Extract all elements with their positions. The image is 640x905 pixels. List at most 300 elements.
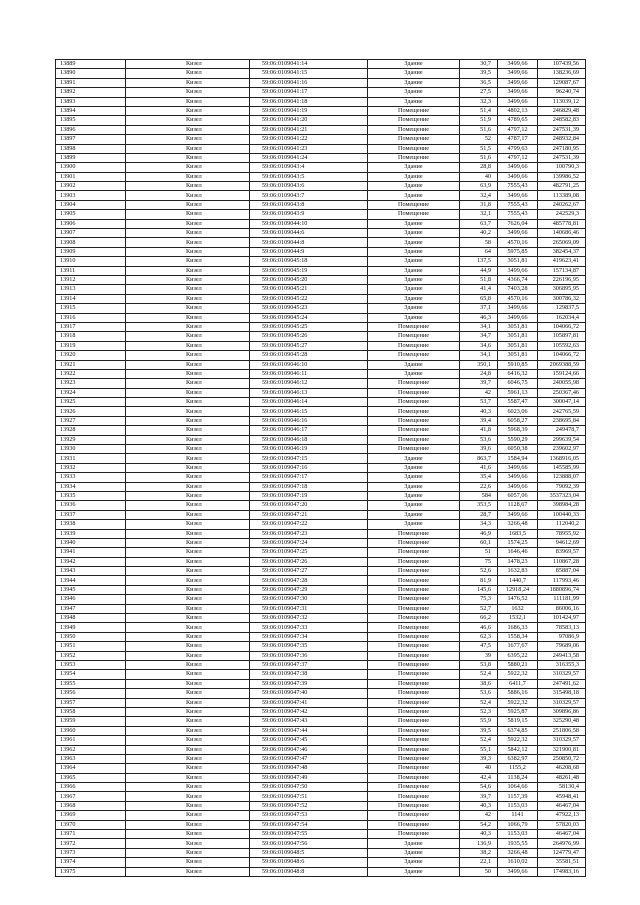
city-cell: Кизел — [126, 698, 250, 707]
city-cell: Кизел — [126, 219, 250, 228]
object-type-cell: Помещение — [368, 614, 460, 623]
rate-cell: 1157,39 — [498, 792, 538, 801]
object-type-cell: Здание — [368, 60, 460, 69]
rate-cell: 1935,55 — [498, 839, 538, 848]
cadastral-number-cell: 59:06:0109044:6 — [250, 229, 368, 238]
city-cell: Кизел — [126, 322, 250, 331]
object-type-cell: Здание — [368, 191, 460, 200]
object-type-cell: Здание — [368, 182, 460, 191]
row-number: 13944 — [56, 576, 126, 585]
table-row — [56, 567, 586, 576]
row-number: 13890 — [56, 69, 126, 78]
area-cell: 40 — [460, 764, 498, 773]
object-type-cell: Помещение — [368, 416, 460, 425]
city-cell: Кизел — [126, 567, 250, 576]
area-cell: 38,6 — [460, 679, 498, 688]
table-row — [56, 463, 586, 472]
row-number: 13950 — [56, 632, 126, 641]
table-row — [56, 106, 586, 115]
value-cell: 139986,52 — [538, 172, 586, 181]
cadastral-number-cell: 59:06:0109046:19 — [250, 445, 368, 454]
cadastral-number-cell: 59:06:0109041:22 — [250, 135, 368, 144]
cadastral-number-cell: 59:06:0109046:13 — [250, 388, 368, 397]
object-type-cell: Помещение — [368, 830, 460, 839]
city-cell: Кизел — [126, 548, 250, 557]
row-number: 13918 — [56, 332, 126, 341]
cadastral-number-cell: 59:06:0109047:33 — [250, 623, 368, 632]
object-type-cell: Помещение — [368, 557, 460, 566]
value-cell: 101424,97 — [538, 614, 586, 623]
value-cell: 3537323,04 — [538, 491, 586, 500]
area-cell: 32,4 — [460, 191, 498, 200]
rate-cell: 1476,52 — [498, 595, 538, 604]
area-cell: 39,7 — [460, 379, 498, 388]
area-cell: 62,3 — [460, 632, 498, 641]
area-cell: 46,6 — [460, 623, 498, 632]
value-cell: 174983,16 — [538, 867, 586, 876]
cadastral-number-cell: 59:06:0109041:16 — [250, 78, 368, 87]
table-row — [56, 764, 586, 773]
row-number: 13927 — [56, 416, 126, 425]
value-cell: 419623,41 — [538, 257, 586, 266]
table-row — [56, 632, 586, 641]
cadastral-number-cell: 59:06:0109047:27 — [250, 567, 368, 576]
value-cell: 124779,47 — [538, 848, 586, 857]
table-row — [56, 736, 586, 745]
value-cell: 242529,3 — [538, 210, 586, 219]
city-cell: Кизел — [126, 830, 250, 839]
cadastral-number-cell: 59:06:0109043:8 — [250, 200, 368, 209]
value-cell: 299639,54 — [538, 435, 586, 444]
object-type-cell: Помещение — [368, 604, 460, 613]
area-cell: 53,6 — [460, 435, 498, 444]
value-cell: 105897,81 — [538, 332, 586, 341]
cadastral-number-cell: 59:06:0109047:22 — [250, 520, 368, 529]
city-cell: Кизел — [126, 313, 250, 322]
cadastral-number-cell: 59:06:0109043:6 — [250, 182, 368, 191]
value-cell: 78583,13 — [538, 623, 586, 632]
value-cell: 46467,04 — [538, 801, 586, 810]
table-row — [56, 294, 586, 303]
city-cell: Кизел — [126, 792, 250, 801]
object-type-cell: Помещение — [368, 745, 460, 754]
cadastral-number-cell: 59:06:0109046:10 — [250, 360, 368, 369]
city-cell: Кизел — [126, 78, 250, 87]
row-number: 13908 — [56, 238, 126, 247]
value-cell: 45948,41 — [538, 792, 586, 801]
rate-cell: 6050,38 — [498, 445, 538, 454]
rate-cell: 5590,29 — [498, 435, 538, 444]
table-row — [56, 266, 586, 275]
object-type-cell: Помещение — [368, 388, 460, 397]
table-row — [56, 125, 586, 134]
city-cell: Кизел — [126, 801, 250, 810]
row-number: 13942 — [56, 557, 126, 566]
rate-cell: 6058,27 — [498, 416, 538, 425]
value-cell: 310329,57 — [538, 698, 586, 707]
rate-cell: 1558,34 — [498, 632, 538, 641]
value-cell: 310329,57 — [538, 736, 586, 745]
area-cell: 28,7 — [460, 510, 498, 519]
table-row — [56, 182, 586, 191]
area-cell: 52 — [460, 135, 498, 144]
row-number: 13931 — [56, 454, 126, 463]
table-body — [56, 60, 586, 877]
area-cell: 52,4 — [460, 670, 498, 679]
object-type-cell: Здание — [368, 229, 460, 238]
city-cell: Кизел — [126, 604, 250, 613]
cadastral-number-cell: 59:06:0109046:16 — [250, 416, 368, 425]
rate-cell: 5587,47 — [498, 398, 538, 407]
cadastral-number-cell: 59:06:0109041:20 — [250, 116, 368, 125]
area-cell: 53,7 — [460, 398, 498, 407]
object-type-cell: Здание — [368, 454, 460, 463]
table-row — [56, 285, 586, 294]
object-type-cell: Здание — [368, 266, 460, 275]
city-cell: Кизел — [126, 670, 250, 679]
area-cell: 52,4 — [460, 698, 498, 707]
table-row — [56, 520, 586, 529]
cadastral-number-cell: 59:06:0109045:28 — [250, 351, 368, 360]
row-number: 13922 — [56, 369, 126, 378]
row-number: 13968 — [56, 801, 126, 810]
row-number: 13941 — [56, 548, 126, 557]
rate-cell: 6411,7 — [498, 679, 538, 688]
cadastral-number-cell: 59:06:0109047:47 — [250, 754, 368, 763]
row-number: 13896 — [56, 125, 126, 134]
cadastral-number-cell: 59:06:0109041:23 — [250, 144, 368, 153]
city-cell: Кизел — [126, 191, 250, 200]
area-cell: 58 — [460, 238, 498, 247]
city-cell: Кизел — [126, 182, 250, 191]
area-cell: 81,9 — [460, 576, 498, 585]
cadastral-number-cell: 59:06:0109045:24 — [250, 313, 368, 322]
value-cell: 310329,57 — [538, 670, 586, 679]
row-number: 13966 — [56, 783, 126, 792]
row-number: 13935 — [56, 491, 126, 500]
cadastral-number-cell: 59:06:0109047:31 — [250, 604, 368, 613]
value-cell: 129837,5 — [538, 304, 586, 313]
city-cell: Кизел — [126, 858, 250, 867]
row-number: 13959 — [56, 717, 126, 726]
area-cell: 39,7 — [460, 792, 498, 801]
object-type-cell: Помещение — [368, 351, 460, 360]
area-cell: 30,7 — [460, 60, 498, 69]
row-number: 13911 — [56, 266, 126, 275]
area-cell: 51,8 — [460, 275, 498, 284]
city-cell: Кизел — [126, 125, 250, 134]
rate-cell: 3499,66 — [498, 482, 538, 491]
table-row — [56, 726, 586, 735]
rate-cell: 3499,66 — [498, 313, 538, 322]
city-cell: Кизел — [126, 642, 250, 651]
area-cell: 51,5 — [460, 144, 498, 153]
object-type-cell: Помещение — [368, 576, 460, 585]
area-cell: 36,5 — [460, 78, 498, 87]
table-row — [56, 773, 586, 782]
table-row — [56, 116, 586, 125]
object-type-cell: Помещение — [368, 801, 460, 810]
rate-cell: 6057,06 — [498, 491, 538, 500]
object-type-cell: Здание — [368, 97, 460, 106]
rate-cell: 3499,66 — [498, 867, 538, 876]
area-cell: 39 — [460, 651, 498, 660]
table-row — [56, 642, 586, 651]
city-cell: Кизел — [126, 595, 250, 604]
area-cell: 52,4 — [460, 736, 498, 745]
cadastral-number-cell: 59:06:0109047:23 — [250, 529, 368, 538]
city-cell: Кизел — [126, 473, 250, 482]
value-cell: 300786,32 — [538, 294, 586, 303]
area-cell: 54,6 — [460, 783, 498, 792]
cadastral-number-cell: 59:06:0109045:18 — [250, 257, 368, 266]
table-row — [56, 529, 586, 538]
table-row — [56, 858, 586, 867]
table-row — [56, 379, 586, 388]
area-cell: 46,3 — [460, 313, 498, 322]
city-cell: Кизел — [126, 135, 250, 144]
area-cell: 28,8 — [460, 163, 498, 172]
cadastral-number-cell: 59:06:0109048:5 — [250, 848, 368, 857]
area-cell: 51,9 — [460, 116, 498, 125]
object-type-cell: Помещение — [368, 529, 460, 538]
cadastral-number-cell: 59:06:0109041:17 — [250, 88, 368, 97]
object-type-cell: Здание — [368, 163, 460, 172]
area-cell: 42 — [460, 811, 498, 820]
cadastral-number-cell: 59:06:0109045:25 — [250, 322, 368, 331]
value-cell: 316355,3 — [538, 661, 586, 670]
table-row — [56, 585, 586, 594]
object-type-cell: Помещение — [368, 661, 460, 670]
row-number: 13913 — [56, 285, 126, 294]
area-cell: 51 — [460, 548, 498, 557]
city-cell: Кизел — [126, 294, 250, 303]
cadastral-number-cell: 59:06:0109041:21 — [250, 125, 368, 134]
value-cell: 482791,25 — [538, 182, 586, 191]
table-row — [56, 172, 586, 181]
value-cell: 107439,56 — [538, 60, 586, 69]
cadastral-number-cell: 59:06:0109047:39 — [250, 679, 368, 688]
value-cell: 264976,99 — [538, 839, 586, 848]
city-cell: Кизел — [126, 172, 250, 181]
table-row — [56, 679, 586, 688]
value-cell: 48261,48 — [538, 773, 586, 782]
table-row — [56, 304, 586, 313]
area-cell: 41,8 — [460, 426, 498, 435]
cadastral-number-cell: 59:06:0109047:25 — [250, 548, 368, 557]
table-row — [56, 830, 586, 839]
table-row — [56, 867, 586, 876]
value-cell: 247180,95 — [538, 144, 586, 153]
city-cell: Кизел — [126, 717, 250, 726]
value-cell: 247531,39 — [538, 153, 586, 162]
row-number: 13899 — [56, 153, 126, 162]
row-number: 13958 — [56, 707, 126, 716]
table-row — [56, 341, 586, 350]
city-cell: Кизел — [126, 351, 250, 360]
row-number: 13895 — [56, 116, 126, 125]
table-row — [56, 792, 586, 801]
object-type-cell: Здание — [368, 867, 460, 876]
value-cell: 58130,4 — [538, 783, 586, 792]
table-row — [56, 548, 586, 557]
row-number: 13934 — [56, 482, 126, 491]
rate-cell: 1155,2 — [498, 764, 538, 773]
object-type-cell: Помещение — [368, 783, 460, 792]
row-number: 13903 — [56, 191, 126, 200]
table-row — [56, 191, 586, 200]
row-number: 13975 — [56, 867, 126, 876]
cadastral-number-cell: 59:06:0109045:21 — [250, 285, 368, 294]
object-type-cell: Помещение — [368, 332, 460, 341]
cadastral-number-cell: 59:06:0109041:15 — [250, 69, 368, 78]
value-cell: 250367,46 — [538, 388, 586, 397]
rate-cell: 5922,32 — [498, 698, 538, 707]
city-cell: Кизел — [126, 689, 250, 698]
row-number: 13948 — [56, 614, 126, 623]
object-type-cell: Помещение — [368, 144, 460, 153]
rate-cell: 6395,22 — [498, 651, 538, 660]
city-cell: Кизел — [126, 557, 250, 566]
object-type-cell: Здание — [368, 313, 460, 322]
value-cell: 145585,99 — [538, 463, 586, 472]
table-row — [56, 576, 586, 585]
value-cell: 325290,48 — [538, 717, 586, 726]
cadastral-number-cell: 59:06:0109047:42 — [250, 707, 368, 716]
row-number: 13907 — [56, 229, 126, 238]
area-cell: 350,1 — [460, 360, 498, 369]
city-cell: Кизел — [126, 379, 250, 388]
row-number: 13971 — [56, 830, 126, 839]
value-cell: 85887,04 — [538, 567, 586, 576]
city-cell: Кизел — [126, 773, 250, 782]
cadastral-number-cell: 59:06:0109047:15 — [250, 454, 368, 463]
table-row — [56, 69, 586, 78]
cadastral-number-cell: 59:06:0109047:29 — [250, 585, 368, 594]
city-cell: Кизел — [126, 867, 250, 876]
area-cell: 34,6 — [460, 341, 498, 350]
cadastral-number-cell: 59:06:0109045:23 — [250, 304, 368, 313]
city-cell: Кизел — [126, 416, 250, 425]
row-number: 13924 — [56, 388, 126, 397]
table-row — [56, 482, 586, 491]
table-row — [56, 661, 586, 670]
object-type-cell: Здание — [368, 238, 460, 247]
value-cell: 117993,46 — [538, 576, 586, 585]
area-cell: 40,2 — [460, 229, 498, 238]
cadastral-number-cell: 59:06:0109045:19 — [250, 266, 368, 275]
cadastral-number-cell: 59:06:0109047:38 — [250, 670, 368, 679]
row-number: 13892 — [56, 88, 126, 97]
city-cell: Кизел — [126, 651, 250, 660]
object-type-cell: Здание — [368, 520, 460, 529]
area-cell: 27,5 — [460, 88, 498, 97]
table-row — [56, 257, 586, 266]
value-cell: 78955,92 — [538, 529, 586, 538]
area-cell: 53,8 — [460, 661, 498, 670]
object-type-cell: Помещение — [368, 651, 460, 660]
rate-cell: 1610,02 — [498, 858, 538, 867]
city-cell: Кизел — [126, 510, 250, 519]
rate-cell: 5922,32 — [498, 670, 538, 679]
value-cell: 1368916,05 — [538, 454, 586, 463]
value-cell: 47922,13 — [538, 811, 586, 820]
rate-cell: 6416,32 — [498, 369, 538, 378]
cadastral-number-cell: 59:06:0109047:46 — [250, 745, 368, 754]
table-row — [56, 501, 586, 510]
area-cell: 39,3 — [460, 754, 498, 763]
area-cell: 51,6 — [460, 125, 498, 134]
rate-cell: 3499,66 — [498, 97, 538, 106]
rate-cell: 1683,5 — [498, 529, 538, 538]
rate-cell: 4802,13 — [498, 106, 538, 115]
row-number: 13926 — [56, 407, 126, 416]
value-cell: 485778,81 — [538, 219, 586, 228]
cadastral-number-cell: 59:06:0109047:51 — [250, 792, 368, 801]
city-cell: Кизел — [126, 661, 250, 670]
object-type-cell: Здание — [368, 257, 460, 266]
area-cell: 22,6 — [460, 482, 498, 491]
object-type-cell: Помещение — [368, 623, 460, 632]
object-type-cell: Помещение — [368, 538, 460, 547]
row-number: 13929 — [56, 435, 126, 444]
value-cell: 321900,81 — [538, 745, 586, 754]
object-type-cell: Помещение — [368, 773, 460, 782]
rate-cell: 3266,48 — [498, 848, 538, 857]
area-cell: 32,3 — [460, 97, 498, 106]
cadastral-number-cell: 59:06:0109047:50 — [250, 783, 368, 792]
cadastral-number-cell: 59:06:0109047:16 — [250, 463, 368, 472]
cadastral-number-cell: 59:06:0109047:44 — [250, 726, 368, 735]
table-row — [56, 416, 586, 425]
value-cell: 398984,28 — [538, 501, 586, 510]
city-cell: Кизел — [126, 369, 250, 378]
object-type-cell: Здание — [368, 69, 460, 78]
rate-cell: 3499,66 — [498, 304, 538, 313]
cadastral-number-cell: 59:06:0109047:40 — [250, 689, 368, 698]
object-type-cell: Помещение — [368, 820, 460, 829]
object-type-cell: Помещение — [368, 426, 460, 435]
cadastral-number-cell: 59:06:0109047:53 — [250, 811, 368, 820]
rate-cell: 1440,7 — [498, 576, 538, 585]
rate-cell: 3499,66 — [498, 69, 538, 78]
object-type-cell: Помещение — [368, 153, 460, 162]
object-type-cell: Здание — [368, 510, 460, 519]
cadastral-number-cell: 59:06:0109047:17 — [250, 473, 368, 482]
city-cell: Кизел — [126, 210, 250, 219]
cadastral-number-cell: 59:06:0109047:48 — [250, 764, 368, 773]
table-row — [56, 557, 586, 566]
city-cell: Кизел — [126, 153, 250, 162]
row-number: 13906 — [56, 219, 126, 228]
rate-cell: 7555,43 — [498, 210, 538, 219]
value-cell: 105592,63 — [538, 341, 586, 350]
city-cell: Кизел — [126, 726, 250, 735]
rate-cell: 3051,81 — [498, 341, 538, 350]
cadastral-number-cell: 59:06:0109047:49 — [250, 773, 368, 782]
value-cell: 306895,95 — [538, 285, 586, 294]
object-type-cell: Здание — [368, 369, 460, 378]
value-cell: 157134,87 — [538, 266, 586, 275]
city-cell: Кизел — [126, 491, 250, 500]
value-cell: 110867,28 — [538, 557, 586, 566]
rate-cell: 7403,28 — [498, 285, 538, 294]
cadastral-number-cell: 59:06:0109046:11 — [250, 369, 368, 378]
city-cell: Кизел — [126, 229, 250, 238]
table-row — [56, 229, 586, 238]
cadastral-number-cell: 59:06:0109045:20 — [250, 275, 368, 284]
rate-cell: 4789,65 — [498, 116, 538, 125]
